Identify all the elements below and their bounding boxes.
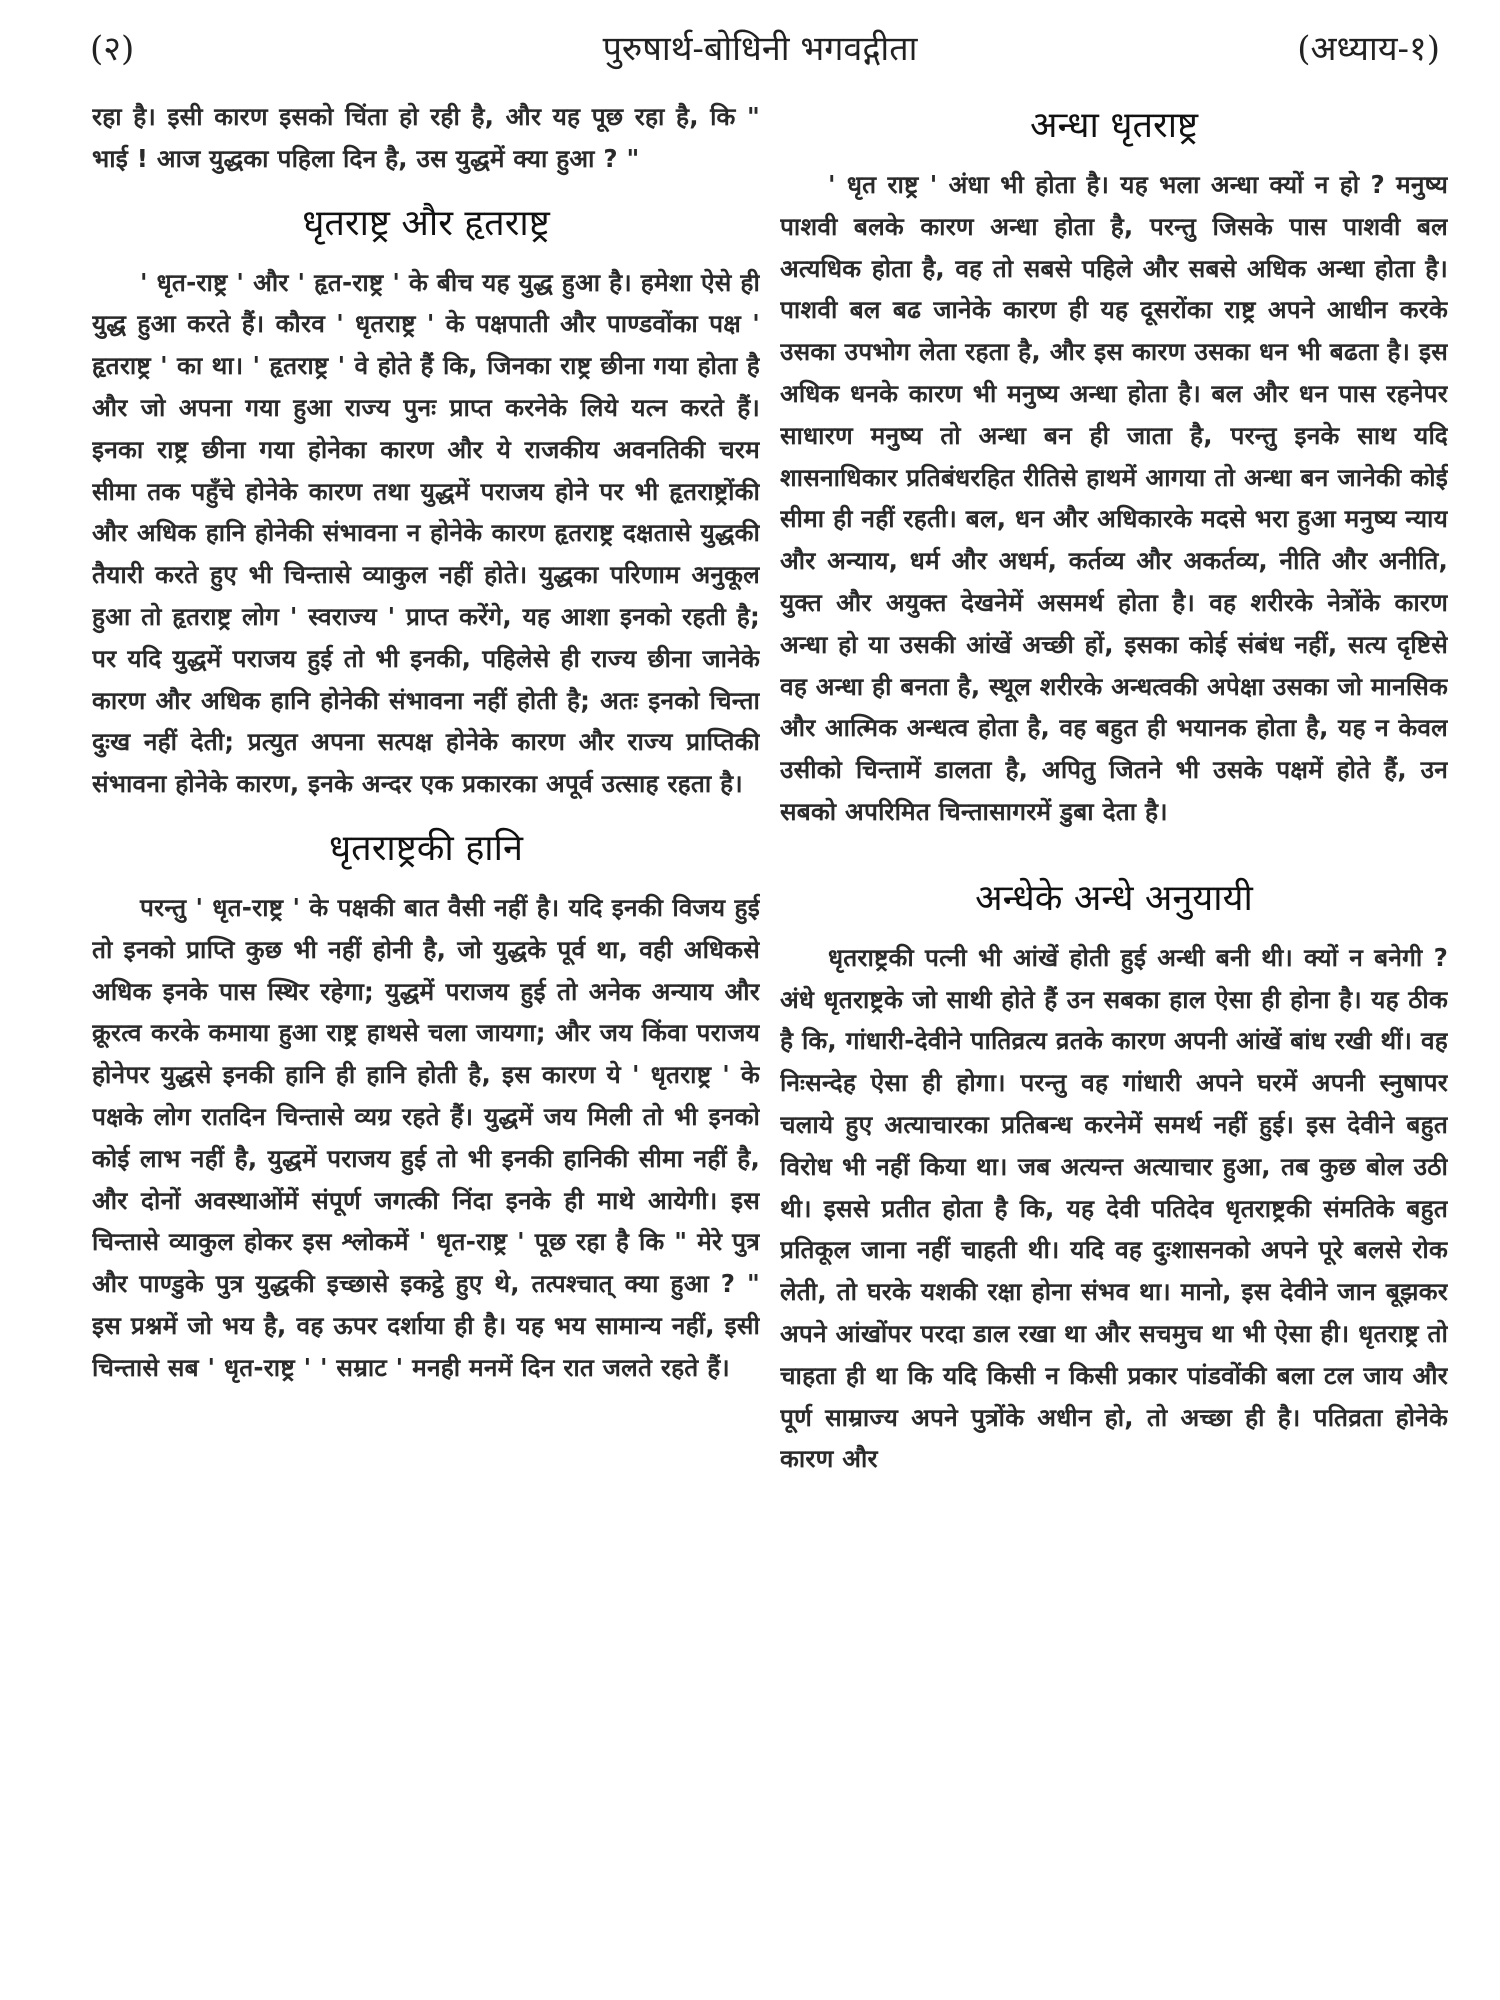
section-paragraph: ' धृत-राष्ट्र ' और ' हृत-राष्ट्र ' के बीच यह युद्ध हुआ है। हमेशा ऐसे ही युद्ध हुआ करते हैं। कौरव ' धृतराष्ट्र ' के पक्षपाती और पाण्डवोंका पक्ष ' हृतराष्ट्र ' का था। ' हृतराष्ट्र ' वे होते हैं कि, जिनका राष्ट्र छीना गया होता है और जो अपना गया हुआ राज्य पुनः प्राप्त करनेके लिये यत्न करते हैं। इनका राष्ट्र छीना गया होनेका कारण और ये राजकीय अवनतिकी चरम सीमा तक पहुँचे होनेके कारण तथा युद्धमें पराजय होने पर भी हृतराष्ट्रोंकी और अधिक हानि होनेकी संभावना न होनेके कारण हृतराष्ट्र दक्षतासे युद्धकी तैयारी करते हुए भी चिन्तासे व्याकुल नहीं होते। युद्धका परिणाम अनुकूल हुआ तो हृतराष्ट्र लोग ' स्वराज्य ' प्राप्त करेंगे, यह आशा इनको रहती है; पर यदि युद्धमें पराजय हुई तो भी इनकी, पहिलेसे ही राज्य छीना जानेके कारण और अधिक हानि होनेकी संभावना नहीं होती है; अतः इनको चिन्ता दुःख नहीं देती; प्रत्युत अपना सत्पक्ष होनेके कारण और राज्य प्राप्तिकी संभावना होनेके कारण, इनके अन्दर एक प्रकारका अपूर्व उत्साह रहता है। xyxy=(92,267,760,799)
right-column xyxy=(780,96,1448,1976)
section-heading-blind-dhritarashtra: अन्धा धृतराष्ट्र xyxy=(1029,105,1199,146)
intro-paragraph: रहा है। इसी कारण इसको चिंता हो रही है, और यह पूछ रहा है, कि " भाई ! आज युद्धका पहिला दिन है, उस युद्धमें क्या हुआ ? " xyxy=(92,102,760,173)
page-number: (२) xyxy=(90,29,135,69)
section-heading-dhritarashtra-hritarashtra: धृतराष्ट्र और हृतराष्ट्र xyxy=(302,202,550,244)
left-column xyxy=(92,96,760,1976)
running-header xyxy=(80,18,1440,74)
section-paragraph: धृतराष्ट्रकी पत्नी भी आंखें होती हुई अन्धी बनी थी। क्यों न बनेगी ? अंधे धृतराष्ट्रके जो साथी होते हैं उन सबका हाल ऐसा ही होना है। यह ठीक है कि, गांधारी-देवीने पातिव्रत्य व्रतके कारण अपनी आंखें बांध रखी थीं। वह निःसन्देह ऐसा ही होगा। परन्तु वह गांधारी अपने घरमें अपनी स्नुषापर चलाये हुए अत्याचारका प्रतिबन्ध करनेमें समर्थ नहीं हुई। इस देवीने बहुत विरोध भी नहीं किया था। जब अत्यन्त अत्याचार हुआ, तब कुछ बोल उठी थी। इससे प्रतीत होता है कि, यह देवी पतिदेव धृतराष्ट्रकी संमतिके बहुत प्रतिकूल जाना नहीं चाहती थी। यदि वह दुःशासनको अपने पूरे बलसे रोक लेती, तो घरके यशकी रक्षा होना संभव था। मानो, इस देवीने जान बूझकर अपने आंखोंपर परदा डाल रखा था और सचमुच था भी ऐसा ही। धृतराष्ट्र तो चाहता ही था कि यदि किसी न किसी प्रकार पांडवोंकी बला टल जाय और पूर्ण साम्राज्य अपने पुत्रोंके अधीन हो, तो अच्छा ही है। पतिव्रता होनेके कारण और xyxy=(780,942,1448,1474)
section-paragraph: परन्तु ' धृत-राष्ट्र ' के पक्षकी बात वैसी नहीं है। यदि इनकी विजय हुई तो इनको प्राप्ति कुछ भी नहीं होनी है, जो युद्धके पूर्व था, वही अधिकसे अधिक इनके पास स्थिर रहेगा; युद्धमें पराजय हुई तो अनेक अन्याय और क्रूरत्व करके कमाया हुआ राष्ट्र हाथसे चला जायगा; और जय किंवा पराजय होनेपर युद्धसे इनकी हानि ही हानि होती है, इस कारण ये ' धृतराष्ट्र ' के पक्षके लोग रातदिन चिन्तासे व्यग्र रहते हैं। युद्धमें जय मिली तो भी इनको कोई लाभ नहीं है, युद्धमें पराजय हुई तो भी इनकी हानिकी सीमा नहीं है, और दोनों अवस्थाओंमें संपूर्ण जगत्की निंदा इनके ही माथे आयेगी। इस चिन्तासे व्याकुल होकर इस श्लोकमें ' धृत-राष्ट्र ' पूछ रहा है कि " मेरे पुत्र और पाण्डुके पुत्र युद्धकी इच्छासे इकट्ठे हुए थे, तत्पश्चात् क्या हुआ ? " इस प्रश्नमें जो भय है, वह ऊपर दर्शाया ही है। यह भय सामान्य नहीं, इसी चिन्तासे सब ' धृत-राष्ट्र ' ' सम्राट ' मनही मनमें दिन रात जलते रहते हैं। xyxy=(92,892,760,1382)
section-paragraph: ' धृत राष्ट्र ' अंधा भी होता है। यह भला अन्धा क्यों न हो ? मनुष्य पाशवी बलके कारण अन्धा होता है, परन्तु जिसके पास पाशवी बल अत्यधिक होता है, वह तो सबसे पहिले और सबसे अधिक अन्धा होता है। पाशवी बल बढ जानेके कारण ही यह दूसरोंका राष्ट्र अपने आधीन करके उसका उपभोग लेता रहता है, और इस कारण उसका धन भी बढता है। इस अधिक धनके कारण भी मनुष्य अन्धा होता है। बल और धन पास रहनेपर साधारण मनुष्य तो अन्धा बन ही जाता है, परन्तु इनके साथ यदि शासनाधिकार प्रतिबंधरहित रीतिसे हाथमें आगया तो अन्धा बन जानेकी कोई सीमा ही नहीं रहती। बल, धन और अधिकारके मदसे भरा हुआ मनुष्य न्याय और अन्याय, धर्म और अधर्म, कर्तव्य और अकर्तव्य, नीति और अनीति, युक्त और अयुक्त देखनेमें असमर्थ होता है। वह शरीरके नेत्रोंके कारण अन्धा हो या उसकी आंखें अच्छी हों, इसका कोई संबंध नहीं, सत्य दृष्टिसे वह अन्धा ही बनता है, स्थूल शरीरके अन्धत्वकी अपेक्षा उसका जो मानसिक और आत्मिक अन्धत्व होता है, वह बहुत ही भयानक होता है, यह न केवल उसीको चिन्तामें डालता है, अपितु जितने भी उसके पक्षमें होते हैं, उन सबको अपरिमित चिन्तासागरमें डुबा देता है। xyxy=(780,170,1448,826)
chapter-label: (अध्याय-१) xyxy=(1297,29,1440,69)
book-title: पुरुषार्थ-बोधिनी भगवद्गीता xyxy=(602,29,918,69)
section-heading-dhritarashtra-loss: धृतराष्ट्रकी हानि xyxy=(329,827,523,869)
section-heading-blind-followers: अन्धेके अन्धे अनुयायी xyxy=(975,877,1253,919)
